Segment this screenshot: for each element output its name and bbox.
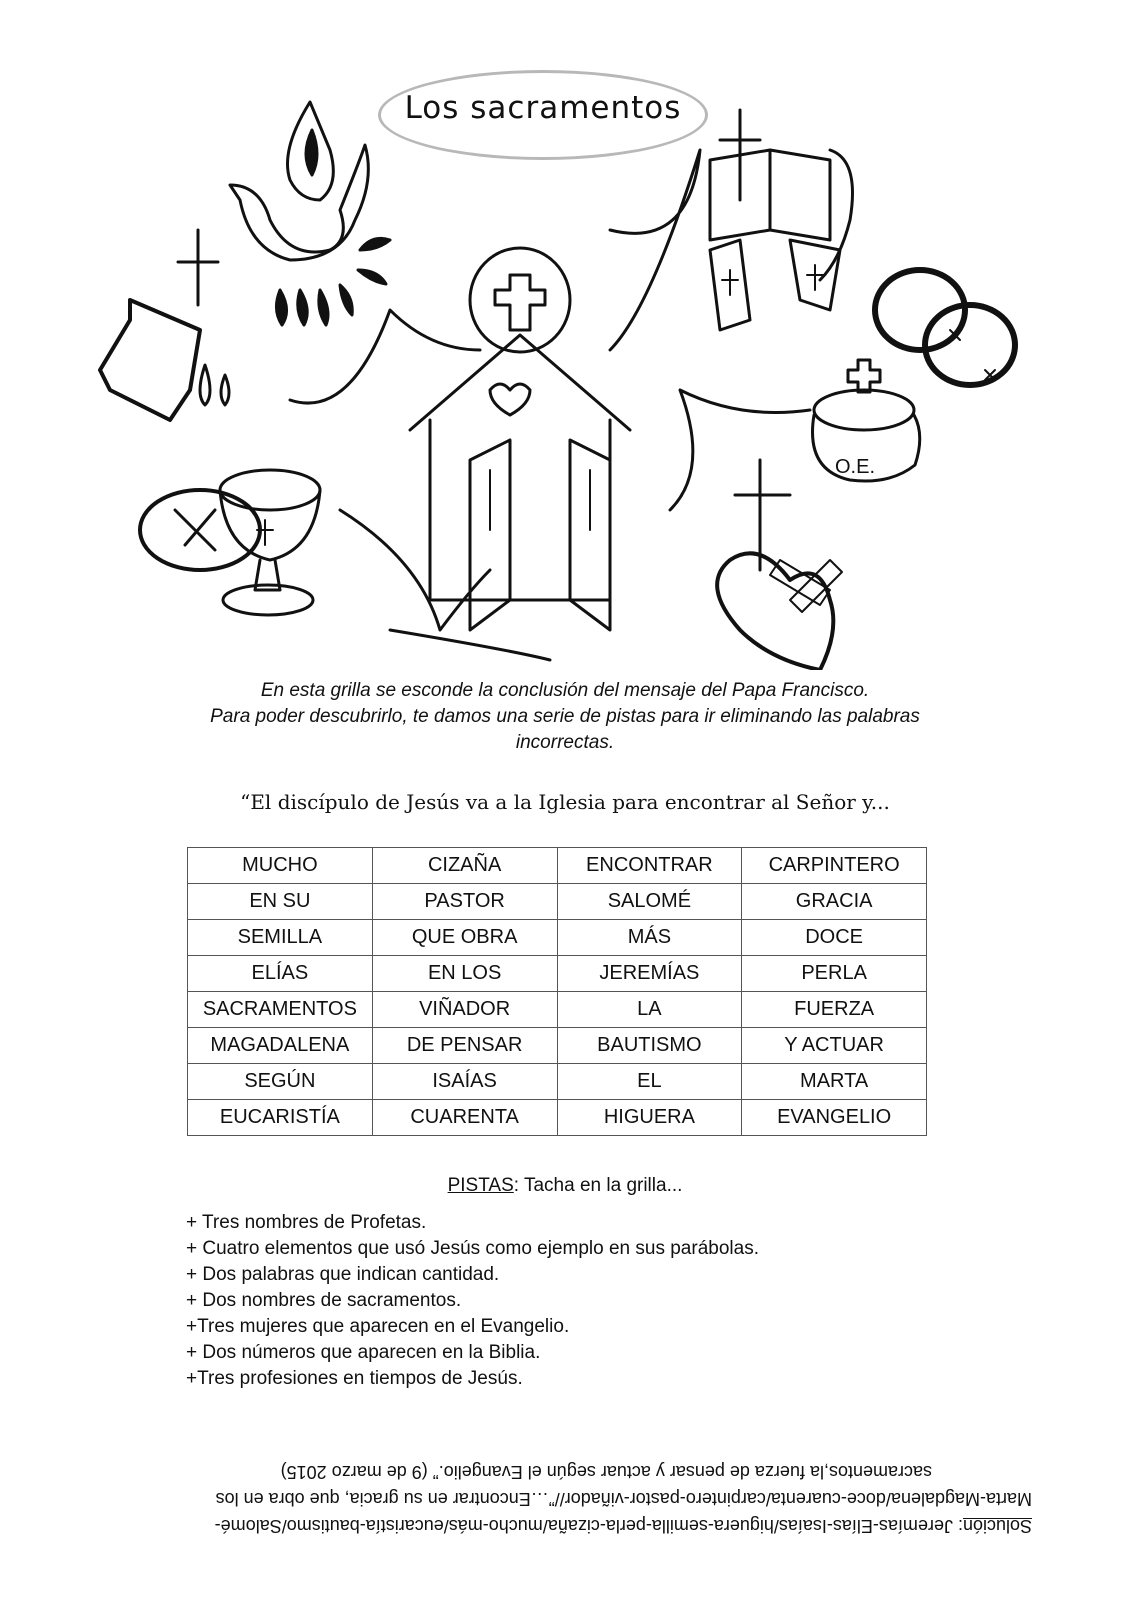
grid-cell[interactable]: EN SU [188,884,373,920]
grid-cell[interactable]: MAGADALENA [188,1028,373,1064]
hint-item: + Dos palabras que indican cantidad. [186,1264,500,1285]
grid-cell[interactable]: CARPINTERO [742,848,927,884]
pistas-heading [100,1175,1030,1197]
grid-row [188,992,927,1028]
intro-text [100,678,1030,756]
title-oval [378,70,708,160]
grid-cell[interactable]: QUE OBRA [372,920,557,956]
pistas-label: PISTAS [447,1175,514,1196]
grid-cell[interactable]: CIZAÑA [372,848,557,884]
grid-row [188,1028,927,1064]
sacraments-illustration [90,90,1040,670]
page-title: Los sacramentos [404,90,682,126]
hint-item: + Tres nombres de Profetas. [186,1212,427,1233]
grid-cell[interactable]: BAUTISMO [557,1028,742,1064]
grid-cell[interactable]: CUARENTA [372,1100,557,1136]
grid-row [188,1100,927,1136]
bible-stole-cross-icon [710,110,853,330]
grid-cell[interactable]: EVANGELIO [742,1100,927,1136]
grid-cell[interactable]: Y ACTUAR [742,1028,927,1064]
hint-item: + Cuatro elementos que usó Jesús como ejemplo en sus parábolas. [186,1238,759,1259]
grid-cell[interactable]: ENCONTRAR [557,848,742,884]
heart-bandage-cross-icon [717,460,842,670]
grid-cell[interactable]: ELÍAS [188,956,373,992]
quote-text: “El discípulo de Jesús va a la Iglesia para encontrar al Señor y... [240,790,890,814]
hint-item: + Dos nombres de sacramentos. [186,1290,462,1311]
grid-cell[interactable]: HIGUERA [557,1100,742,1136]
grid-cell[interactable]: VIÑADOR [372,992,557,1028]
grid-cell[interactable]: GRACIA [742,884,927,920]
solution-label: Solución [962,1516,1032,1536]
oil-jar-icon [813,360,920,481]
grid-row [188,920,927,956]
grid-cell[interactable]: SEGÚN [188,1064,373,1100]
upside-down-solution [92,1458,1032,1539]
grid-cell[interactable]: EL [557,1064,742,1100]
grid-cell[interactable]: LA [557,992,742,1028]
intro-line-3: incorrectas. [515,732,615,753]
hints-list [186,1210,759,1392]
hint-item: +Tres mujeres que aparecen en el Evangelio. [186,1316,570,1337]
grid-cell[interactable]: PERLA [742,956,927,992]
solution-text-1: : Jeremías-Elías-Isaías/higuera-semilla-perla-cizaña/mucho-más/eucaristía-bautismo/Salomé- [214,1516,963,1536]
grid-cell[interactable]: EUCARISTÍA [188,1100,373,1136]
oil-jar-label: O.E. [835,456,876,478]
word-grid [187,847,927,1136]
grid-cell[interactable]: EN LOS [372,956,557,992]
grid-cell[interactable]: SALOMÉ [557,884,742,920]
grid-row [188,956,927,992]
grid-row [188,884,927,920]
church-with-open-doors-icon [410,335,630,630]
grid-row [188,1064,927,1100]
grid-cell[interactable]: ISAÍAS [372,1064,557,1100]
grid-cell[interactable]: PASTOR [372,884,557,920]
grid-cell[interactable]: DE PENSAR [372,1028,557,1064]
grid-cell[interactable]: MARTA [742,1064,927,1100]
grid-cell[interactable]: SEMILLA [188,920,373,956]
pistas-instruction: : Tacha en la grilla... [513,1175,683,1196]
hint-item: + Dos números que aparecen en la Biblia. [186,1342,541,1363]
ribbon-lines [290,150,810,660]
grid-cell[interactable]: FUERZA [742,992,927,1028]
holy-spirit-dove-flame-icon [230,102,390,325]
grid-row [188,848,927,884]
intro-line-2: Para poder descubrirlo, te damos una serie de pistas para ir eliminando las palabras [210,706,920,727]
grid-cell[interactable]: JEREMÍAS [557,956,742,992]
solution-line-3: sacramentos,la fuerza de pensar y actuar según el Evangelio.” (9 de marzo 2015) [280,1462,932,1482]
solution-line-1 [92,1512,1032,1539]
grid-cell[interactable]: SACRAMENTOS [188,992,373,1028]
grid-cell[interactable]: MÁS [557,920,742,956]
chalice-bread-eucharist-icon [140,470,320,615]
grid-cell[interactable]: MUCHO [188,848,373,884]
grid-cell[interactable]: DOCE [742,920,927,956]
wedding-rings-icon [875,270,1015,385]
baptism-shell-water-cross-icon [100,230,229,420]
solution-line-2: Marta-Magdalena/doce-cuarenta/carpintero-pastor-viñador//”…Encontrar en su gracia, que obra en los [215,1489,1032,1509]
intro-line-1: En esta grilla se esconde la conclusión del mensaje del Papa Francisco. [260,680,870,701]
hint-item: +Tres profesiones en tiempos de Jesús. [186,1368,523,1389]
